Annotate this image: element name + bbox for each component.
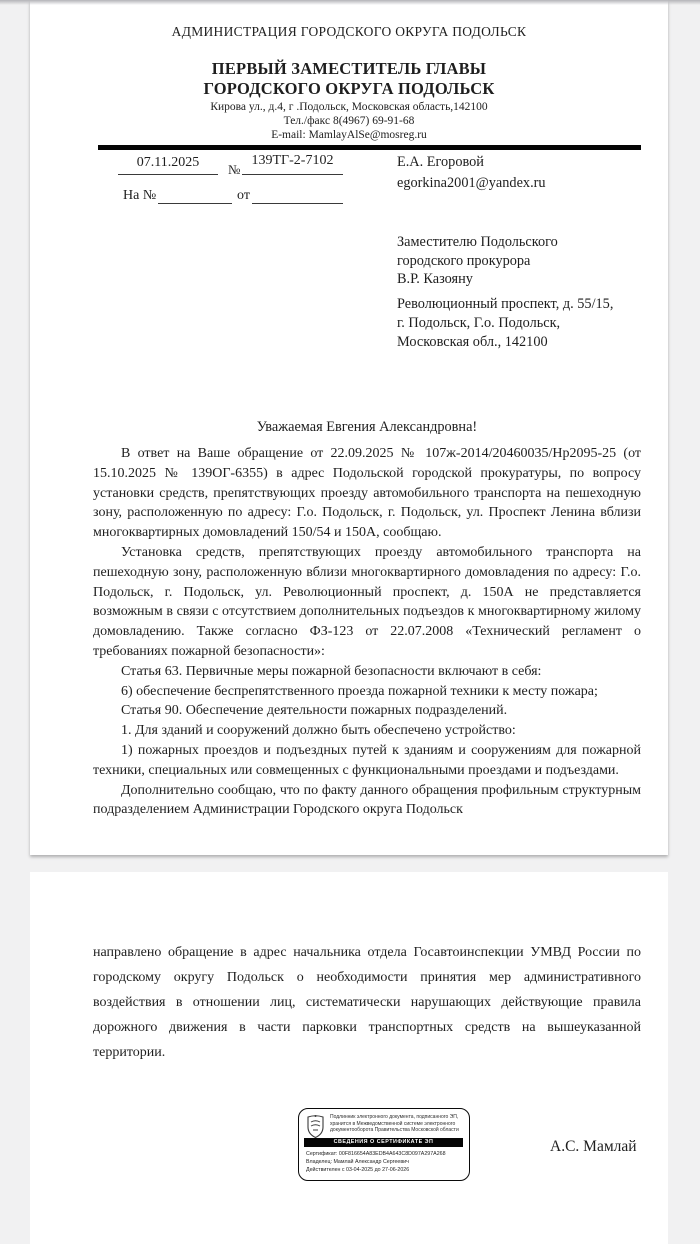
sender-postal-address: Кирова ул., д.4, г .Подольск, Московская область,142100 — [210, 101, 488, 113]
body-paragraph: Дополнительно сообщаю, что по факту данного обращения профильным структурным подразделением Администрации Городского округа Подольск — [93, 782, 641, 818]
recipient-contact-block — [397, 152, 647, 193]
certificate-validity: Действителен с 03-04-2025 до 27-06-2026 — [306, 1166, 410, 1173]
coat-of-arms-icon — [305, 1114, 326, 1139]
body-paragraph: Статья 63. Первичные меры пожарной безопасности включают в себя: — [121, 663, 542, 679]
letter-page-1 — [30, 0, 668, 855]
body-paragraph: Установка средств, препятствующих проезду автомобильного транспорта на пешеходную зону, расположенную вблизи многоквартирного домовладения по адресу: Г.о. Подольск, г. Подольск, ул. Революционный проспект, д. 150А не представляется возможным в связи с отсутствием дополнительных подъездов к многоквартирному жилому домовладению. Также согласно ФЗ-123 от 22.07.2008 «Технический регламент о требованиях пожарной безопасности»: — [93, 544, 641, 659]
body-paragraph: В ответ на Ваше обращение от 22.09.2025 № 107ж-2014/20460035/Нр2095-25 (от 15.10.2025 № 139ОГ-6355) в адрес Подольской городской прокуратуры, по вопросу установки средств, препятствующих проезду автомобильного транспорта на пешеходную зону, расположенную по адресу: Г.о. Подольск, г. Подольск, ул. Проспект Ленина вблизи многоквартирных домовладений 150/54 и 150А, сообщаю. — [93, 446, 641, 541]
body-paragraph: 1. Для зданий и сооружений должно быть обеспечено устройство: — [121, 723, 516, 739]
sender-title-line2: ГОРОДСКОГО ОКРУГА ПОДОЛЬСК — [203, 79, 495, 98]
body-paragraph: 1) пожарных проездов и подъездных путей к зданиям и сооружениям для пожарной техники, специальных или совмещенных с функциональными проездами и подъездами. — [93, 742, 641, 778]
organization-name: АДМИНИСТРАЦИЯ ГОРОДСКОГО ОКРУГА ПОДОЛЬСК — [171, 24, 527, 39]
body-paragraph: Статья 90. Обеспечение деятельности пожарных подразделений. — [121, 703, 508, 719]
outgoing-number: 139ТГ-2-7102 — [242, 153, 343, 175]
body-paragraph: 6) обеспечение беспрепятственного проезда пожарной техники к месту пожара; — [121, 683, 598, 699]
viewport-top-shadow — [0, 0, 700, 5]
sender-email: E-mail: MamlayAlSe@mosreg.ru — [271, 129, 427, 141]
address-line: г. Подольск, Г.о. Подольск, — [397, 314, 561, 331]
outgoing-date: 07.11.2025 — [118, 155, 218, 175]
letter-body-page2 — [93, 940, 641, 1065]
stamp-certificate-details — [306, 1151, 464, 1175]
reply-date-blank — [252, 186, 343, 204]
stamp-header-text: Подлинник электронного документа, подписанного ЭП, хранится в Межведомственной системе электронного документооборота Правительства Московской области — [330, 1114, 459, 1134]
addressee-address-block — [397, 295, 647, 351]
certificate-owner: Владелец: Мамлай Александр Сергеевич — [306, 1158, 409, 1165]
addressee-line: Заместителю Подольского — [397, 234, 558, 250]
electronic-signature-stamp — [298, 1108, 470, 1181]
letter-page-2 — [30, 872, 668, 1244]
stamp-certificate-band: СВЕДЕНИЯ О СЕРТИФИКАТЕ ЭП — [304, 1138, 463, 1147]
body-paragraph: направлено обращение в адрес начальника отдела Госавтоинспекции УМВД России по городскому округу Подольск о необходимости принятия мер административного воздействия в отношении лиц, систематически нарушающих действующие правила дорожного движения в части парковки транспортных средств на вышеуказанной территории. — [93, 945, 641, 1060]
sender-phone: Тел./факс 8(4967) 69-91-68 — [283, 115, 415, 127]
reply-from-label: от — [237, 188, 250, 203]
letter-body-page1 — [93, 444, 641, 820]
reply-to-label: На № — [123, 188, 157, 203]
address-line: Московская обл., 142100 — [397, 333, 548, 350]
sender-title-line1: ПЕРВЫЙ ЗАМЕСТИТЕЛЬ ГЛАВЫ — [211, 59, 487, 78]
letterhead-divider — [98, 145, 641, 150]
addressee-block — [397, 233, 647, 289]
addressee-line: городского прокурора — [397, 252, 531, 269]
number-sign-label: № — [228, 162, 241, 177]
salutation: Уважаемая Евгения Александровна! — [256, 419, 478, 435]
certificate-number: Сертификат: 00F816654A83EDB4A643C8D097A297A268 — [306, 1151, 446, 1157]
signatory-name: А.С. Мамлай — [550, 1138, 637, 1155]
recipient-name: Е.А. Егоровой — [397, 154, 484, 170]
address-line: Революционный проспект, д. 55/15, — [397, 296, 614, 312]
reply-number-blank — [158, 186, 232, 204]
addressee-line: В.Р. Казояну — [397, 271, 473, 287]
recipient-email: egorkina2001@yandex.ru — [397, 174, 546, 191]
